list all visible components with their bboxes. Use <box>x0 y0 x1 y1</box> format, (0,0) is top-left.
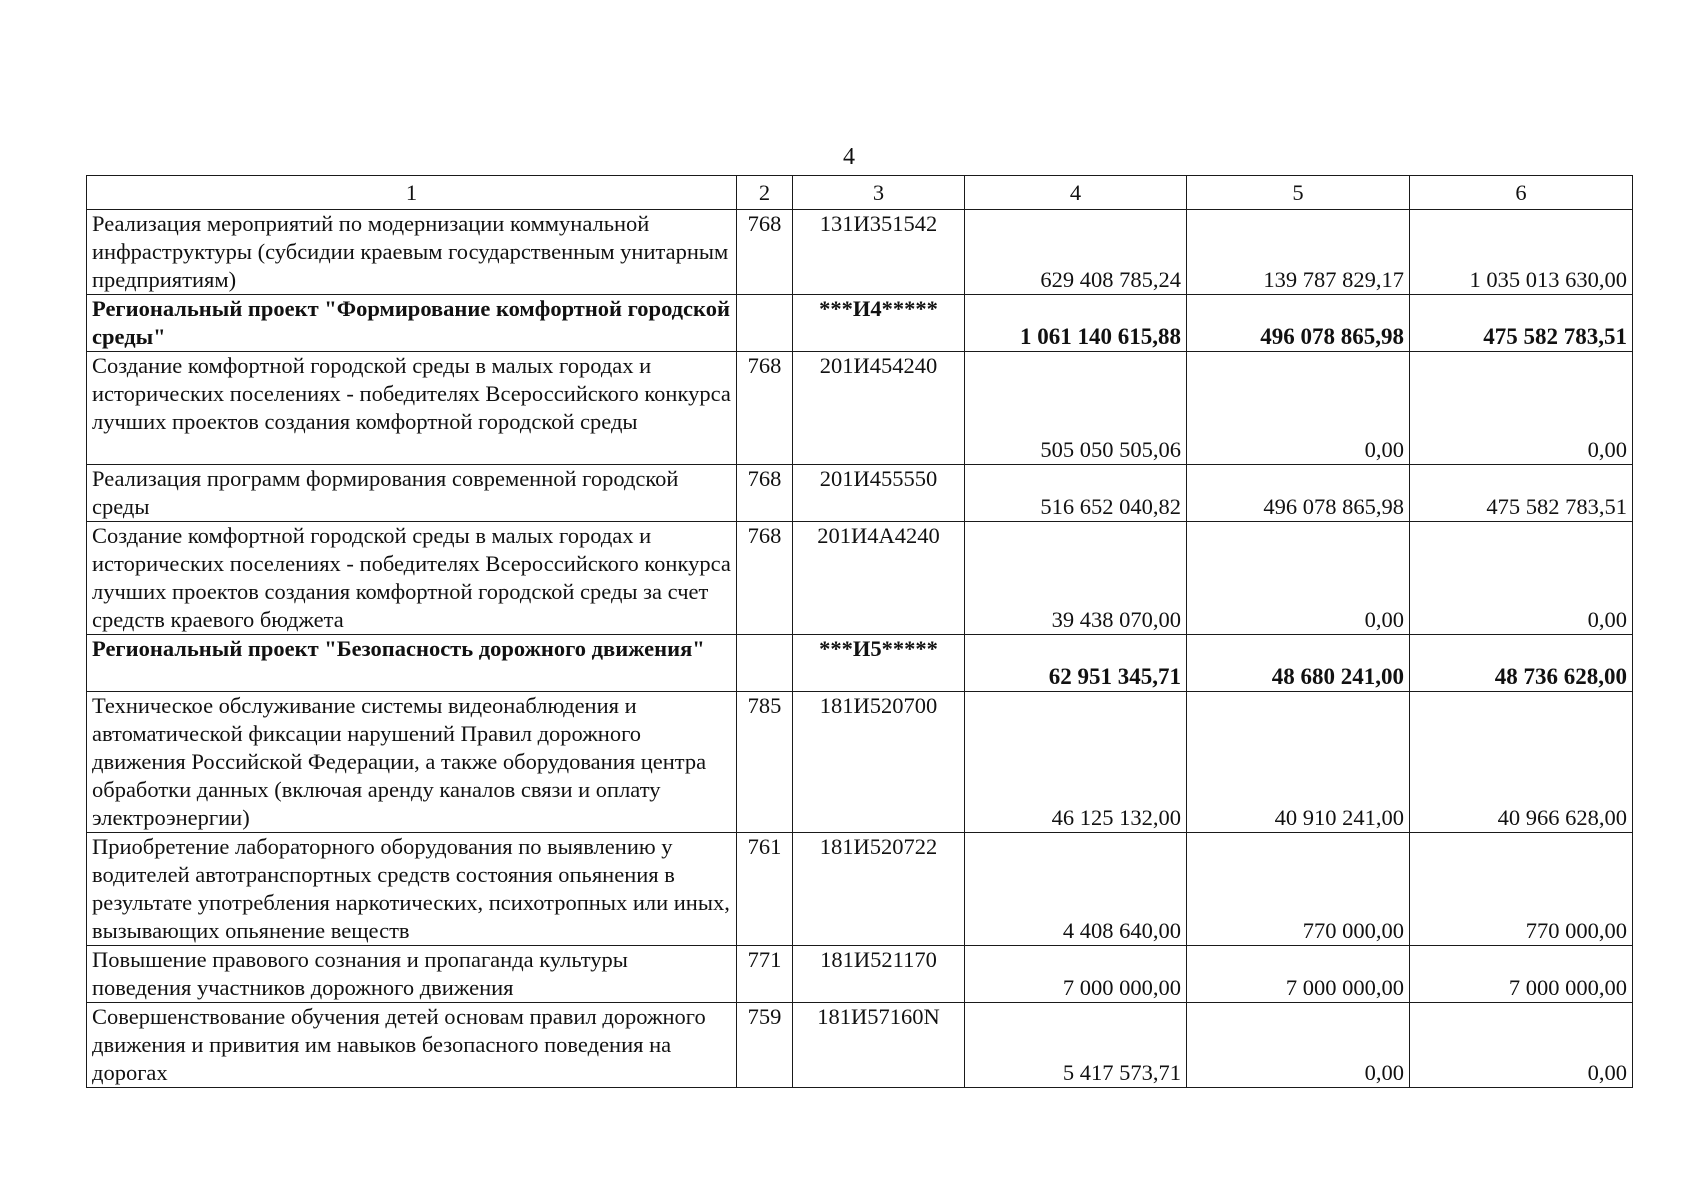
row-value-5: 0,00 <box>1187 352 1410 465</box>
row-value-5: 770 000,00 <box>1187 833 1410 946</box>
row-name: Совершенствование обучения детей основам правил дорожного движения и привития им навыков безопасного поведения на дорогах <box>87 1003 737 1088</box>
row-name: Реализация мероприятий по модернизации коммунальной инфраструктуры (субсидии краевым государственным унитарным предприятиям) <box>87 210 737 295</box>
row-value-5: 496 078 865,98 <box>1187 295 1410 352</box>
row-value-4: 5 417 573,71 <box>965 1003 1187 1088</box>
row-value-4: 7 000 000,00 <box>965 946 1187 1003</box>
row-grbs: 771 <box>737 946 793 1003</box>
row-value-6: 48 736 628,00 <box>1410 635 1633 692</box>
table-row <box>87 692 1633 833</box>
row-name: Повышение правового сознания и пропаганда культуры поведения участников дорожного движения <box>87 946 737 1003</box>
row-code: 201И454240 <box>793 352 965 465</box>
row-value-4: 629 408 785,24 <box>965 210 1187 295</box>
row-name: Приобретение лабораторного оборудования по выявлению у водителей автотранспортных средств состояния опьянения в результате употребления наркотических, психотропных или иных, вызывающих опьянение веществ <box>87 833 737 946</box>
row-name: Региональный проект "Безопасность дорожного движения" <box>87 635 737 692</box>
row-value-4: 46 125 132,00 <box>965 692 1187 833</box>
row-value-6: 0,00 <box>1410 522 1633 635</box>
row-code: 201И4А4240 <box>793 522 965 635</box>
table-row <box>87 522 1633 635</box>
row-code: 181И521170 <box>793 946 965 1003</box>
row-value-5: 48 680 241,00 <box>1187 635 1410 692</box>
row-grbs: 768 <box>737 210 793 295</box>
row-name: Создание комфортной городской среды в малых городах и исторических поселениях - победителях Всероссийского конкурса лучших проектов создания комфортной городской среды <box>87 352 737 465</box>
column-header: 4 <box>965 176 1187 210</box>
row-value-5: 0,00 <box>1187 522 1410 635</box>
table-row <box>87 465 1633 522</box>
row-code: 181И57160N <box>793 1003 965 1088</box>
column-header: 2 <box>737 176 793 210</box>
row-code: ***И5***** <box>793 635 965 692</box>
row-grbs: 759 <box>737 1003 793 1088</box>
table-row <box>87 833 1633 946</box>
budget-table <box>86 175 1633 1088</box>
row-value-6: 475 582 783,51 <box>1410 465 1633 522</box>
row-value-4: 516 652 040,82 <box>965 465 1187 522</box>
row-value-6: 1 035 013 630,00 <box>1410 210 1633 295</box>
row-value-6: 0,00 <box>1410 1003 1633 1088</box>
row-code: 181И520722 <box>793 833 965 946</box>
row-value-6: 7 000 000,00 <box>1410 946 1633 1003</box>
page-number: 4 <box>843 144 855 170</box>
column-header: 1 <box>87 176 737 210</box>
row-value-6: 475 582 783,51 <box>1410 295 1633 352</box>
row-name: Создание комфортной городской среды в малых городах и исторических поселениях - победителях Всероссийского конкурса лучших проектов создания комфортной городской среды за счет средств краевого бюджета <box>87 522 737 635</box>
column-header: 3 <box>793 176 965 210</box>
row-name: Техническое обслуживание системы видеонаблюдения и автоматической фиксации нарушений Правил дорожного движения Российской Федерации, а также оборудования центра обработки данных (включая аренду каналов связи и оплату электроэнергии) <box>87 692 737 833</box>
row-value-4: 39 438 070,00 <box>965 522 1187 635</box>
row-value-5: 139 787 829,17 <box>1187 210 1410 295</box>
row-name: Региональный проект "Формирование комфортной городской среды" <box>87 295 737 352</box>
table-row <box>87 352 1633 465</box>
row-value-4: 4 408 640,00 <box>965 833 1187 946</box>
row-value-5: 496 078 865,98 <box>1187 465 1410 522</box>
row-grbs <box>737 635 793 692</box>
row-value-5: 0,00 <box>1187 1003 1410 1088</box>
table-row-section <box>87 295 1633 352</box>
column-number-row <box>87 176 1633 210</box>
row-value-6: 770 000,00 <box>1410 833 1633 946</box>
row-value-6: 40 966 628,00 <box>1410 692 1633 833</box>
column-header: 6 <box>1410 176 1633 210</box>
row-name: Реализация программ формирования современной городской среды <box>87 465 737 522</box>
row-value-5: 40 910 241,00 <box>1187 692 1410 833</box>
row-code: 131И351542 <box>793 210 965 295</box>
column-header: 5 <box>1187 176 1410 210</box>
row-code: ***И4***** <box>793 295 965 352</box>
table-row-section <box>87 635 1633 692</box>
table-row <box>87 946 1633 1003</box>
row-grbs: 761 <box>737 833 793 946</box>
row-grbs <box>737 295 793 352</box>
row-value-6: 0,00 <box>1410 352 1633 465</box>
table-row <box>87 1003 1633 1088</box>
table-row <box>87 210 1633 295</box>
row-value-4: 62 951 345,71 <box>965 635 1187 692</box>
row-grbs: 768 <box>737 465 793 522</box>
row-grbs: 768 <box>737 352 793 465</box>
row-grbs: 785 <box>737 692 793 833</box>
row-grbs: 768 <box>737 522 793 635</box>
row-value-4: 1 061 140 615,88 <box>965 295 1187 352</box>
row-code: 181И520700 <box>793 692 965 833</box>
row-value-4: 505 050 505,06 <box>965 352 1187 465</box>
row-value-5: 7 000 000,00 <box>1187 946 1410 1003</box>
row-code: 201И455550 <box>793 465 965 522</box>
